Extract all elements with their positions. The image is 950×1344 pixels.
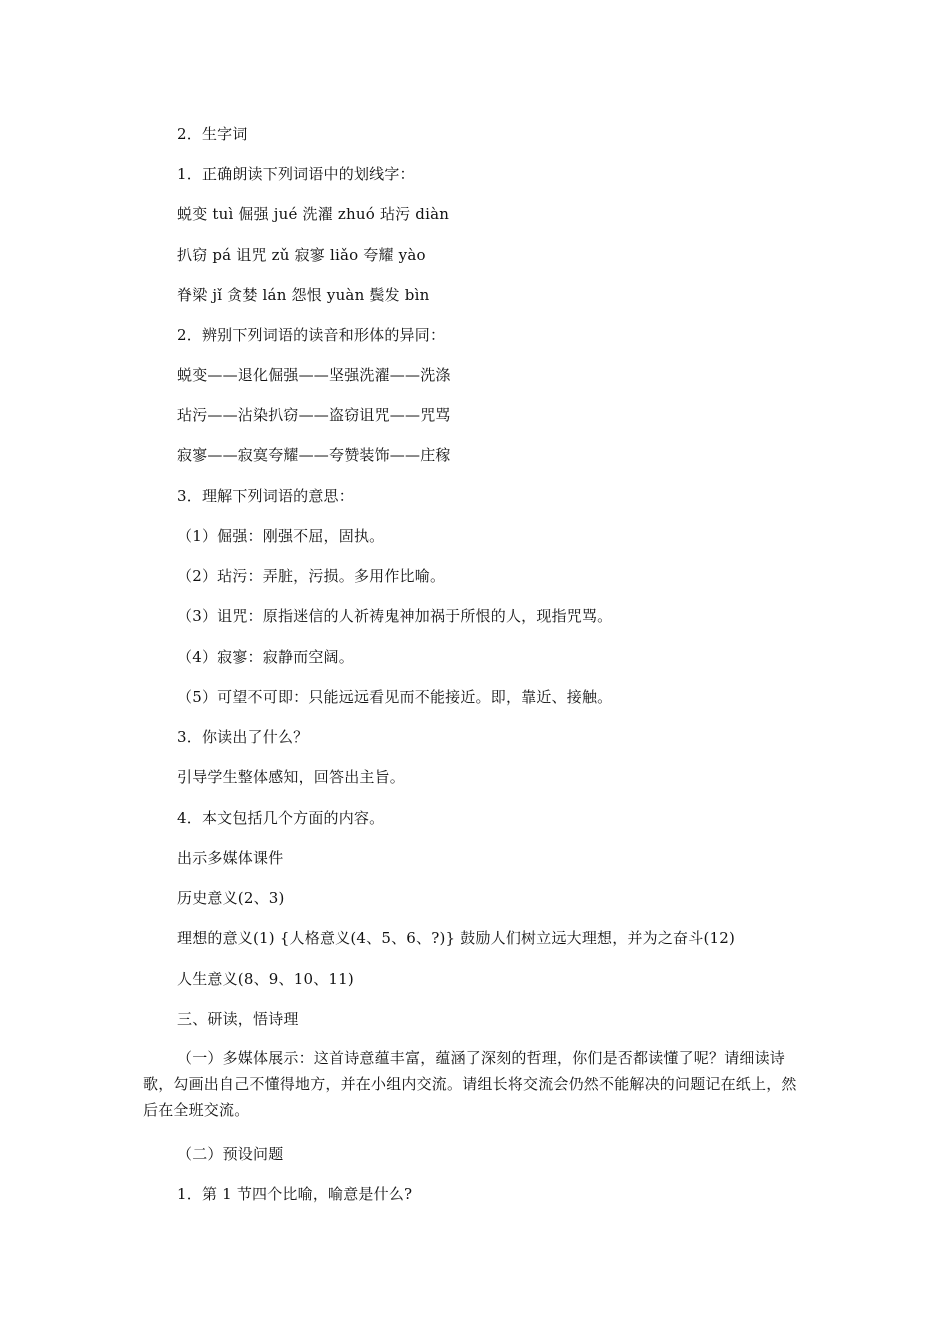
task-distinguish-words: 2．辨别下列词语的读音和形体的异同： [177,326,446,344]
word-pair-line-2: 玷污——沾染扒窃——盗窃诅咒——咒骂 [177,406,451,424]
word-pair-line-3: 寂寥——寂寞夸耀——夸赞装饰——庄稼 [177,446,451,464]
multimedia-paragraph: （一）多媒体展示：这首诗意蕴丰富，蕴涵了深刻的哲理，你们是否都读懂了呢？请细读诗歌，勾画出自己不懂得地方，并在小组内交流。请组长将交流会仍然不能解决的问题记在纸上，然后在全班交流。 [143,1049,797,1119]
definition-item-1: （1）倔强：刚强不屈，固执。 [177,527,385,545]
pinyin-line-3: 脊梁 jǐ 贪婪 lán 怨恨 yuàn 鬓发 bìn [177,286,430,304]
section-heading-study: 三、研读，悟诗理 [177,1010,299,1028]
definition-item-2: （2）玷污：弄脏，污损。多用作比喻。 [177,567,446,585]
guide-students-line: 引导学生整体感知，回答出主旨。 [177,768,406,786]
word-pair-line-1: 蜕变——退化倔强——坚强洗濯——洗涤 [177,366,451,384]
question-content-aspects: 4．本文包括几个方面的内容。 [177,809,385,827]
definition-item-4: （4）寂寥：寂静而空阔。 [177,648,354,666]
task-read-words: 1．正确朗读下列词语中的划线字： [177,165,415,183]
historical-meaning-line: 历史意义(2、3) [177,889,285,907]
multimedia-courseware-line: 出示多媒体课件 [177,849,284,867]
life-meaning-line: 人生意义(8、9、10、11) [177,970,354,988]
question-what-read: 3．你读出了什么？ [177,728,309,746]
definition-item-3: （3）诅咒：原指迷信的人祈祷鬼神加祸于所恨的人，现指咒骂。 [177,607,613,625]
definition-item-5: （5）可望不可即：只能远远看见而不能接近。即，靠近、接触。 [177,688,613,706]
preset-questions-heading: （二）预设问题 [177,1145,284,1163]
question-metaphors-line: 1．第 1 节四个比喻，喻意是什么? [177,1185,413,1203]
task-understand-words: 3．理解下列词语的意思： [177,487,354,505]
pinyin-line-2: 扒窃 pá 诅咒 zǔ 寂寥 liǎo 夸耀 yào [177,246,426,264]
pinyin-line-1: 蜕变 tuì 倔强 jué 洗濯 zhuó 玷污 diàn [177,205,450,223]
heading-vocabulary: 2．生字词 [177,125,248,143]
ideal-meaning-line: 理想的意义(1) {人格意义(4、5、6、?)} 鼓励人们树立远大理想，并为之奋斗(12) [177,929,736,947]
